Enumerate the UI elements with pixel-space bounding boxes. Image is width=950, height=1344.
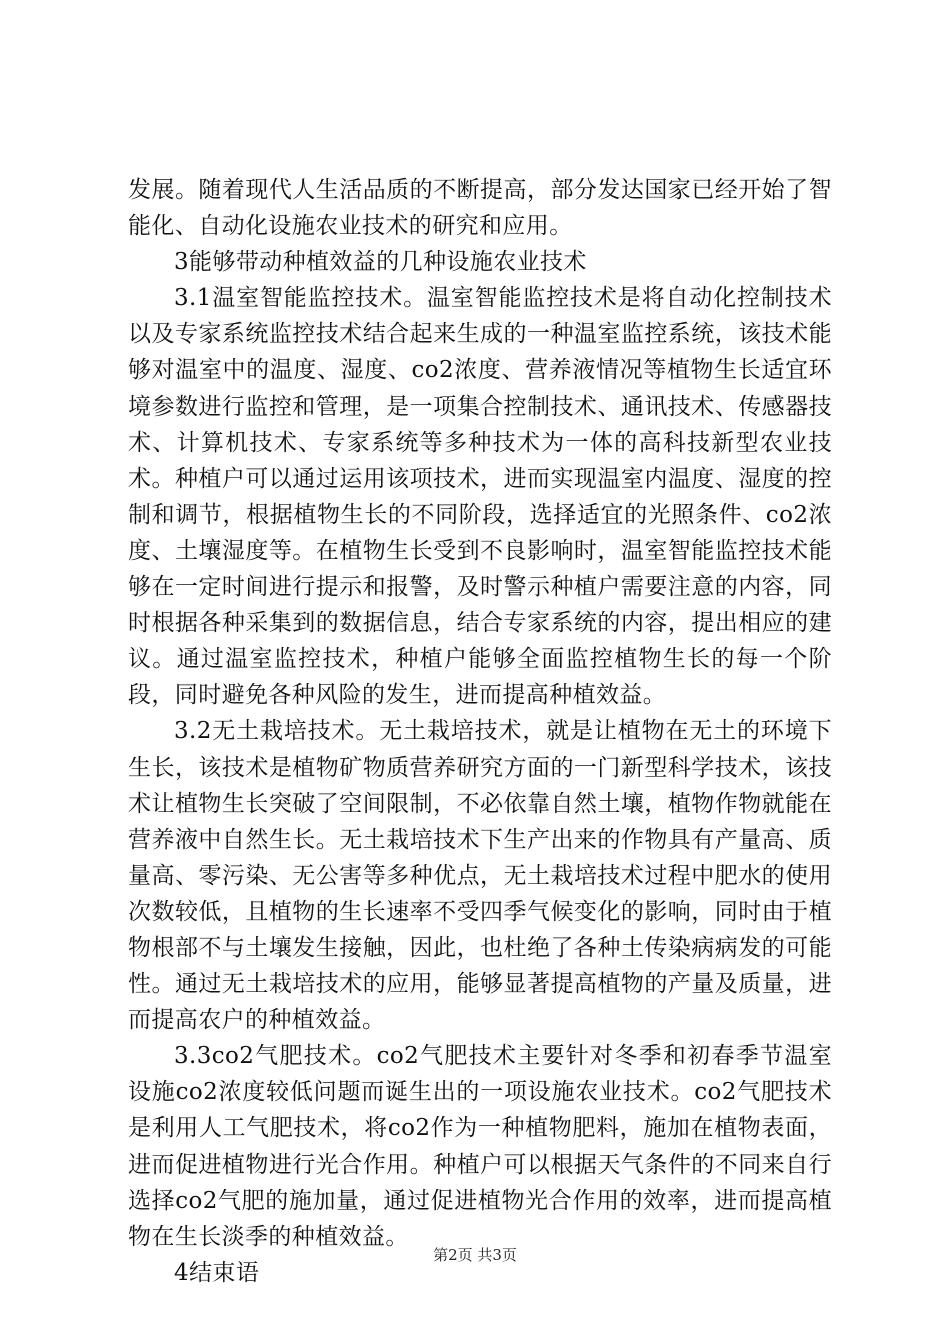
section-heading-4: 4结束语 (174, 1259, 260, 1286)
paragraph-3-1-greenhouse-monitoring: 3.1温室智能监控技术。温室智能监控技术是将自动化控制技术以及专家系统监控技术结合起来生成的一种温室监控系统，该技术能够对温室中的温度、湿度、co2浓度、营养液情况等植物生长适宜环境参数进行监控和管理，是一项集合控制技术、通讯技术、传感器技术、计算机技术、专家系统等多种技术为一体的高科技新型农业技术。种植户可以通过运用该项技术，进而实现温室内温度、湿度的控制和调节，根据植物生长的不同阶段，选择适宜的光照条件、co2浓度、土壤湿度等。在植物生长受到不良影响时，温室智能监控技术能够在一定时间进行提示和报警，及时警示种植户需要注意的内容，同时根据各种采集到的数据信息，结合专家系统的内容，提出相应的建议。通过温室监控技术，种植户能够全面监控植物生长的每一个阶段，同时避免各种风险的发生，进而提高种植效益。 (128, 285, 832, 709)
paragraph-intro-continuation: 发展。随着现代人生活品质的不断提高，部分发达国家已经开始了智能化、自动化设施农业技术的研究和应用。 (128, 177, 832, 240)
paragraph-3-3-co2-fertilizer: 3.3co2气肥技术。co2气肥技术主要针对冬季和初春季节温室设施co2浓度较低问题而诞生出的一项设施农业技术。co2气肥技术是利用人工气肥技术，将co2作为一种植物肥料，施加在植物表面，进而促进植物进行光合作用。种植户可以根据天气条件的不同来自行选择co2气肥的施加量，通过促进植物光合作用的效率，进而提高植物在生长淡季的种植效益。 (128, 1043, 832, 1250)
page-footer (0, 1245, 950, 1265)
paragraph-3-2-soilless-cultivation: 3.2无土栽培技术。无土栽培技术，就是让植物在无土的环境下生长，该技术是植物矿物质营养研究方面的一门新型科学技术，该技术让植物生长突破了空间限制，不必依靠自然土壤，植物作物就能在营养液中自然生长。无土栽培技术下生产出来的作物具有产量高、质量高、零污染、无公害等多种优点，无土栽培技术过程中肥水的使用次数较低，且植物的生长速率不受四季气候变化的影响，同时由于植物根部不与土壤发生接触，因此，也杜绝了各种土传染病病发的可能性。通过无土栽培技术的应用，能够显著提高植物的产量及质量，进而提高农户的种植效益。 (128, 718, 832, 1034)
document-body (128, 172, 832, 1291)
section-heading-3: 3能够带动种植效益的几种设施农业技术 (174, 249, 587, 276)
page-number-label: 第2页 共3页 (433, 1246, 517, 1264)
